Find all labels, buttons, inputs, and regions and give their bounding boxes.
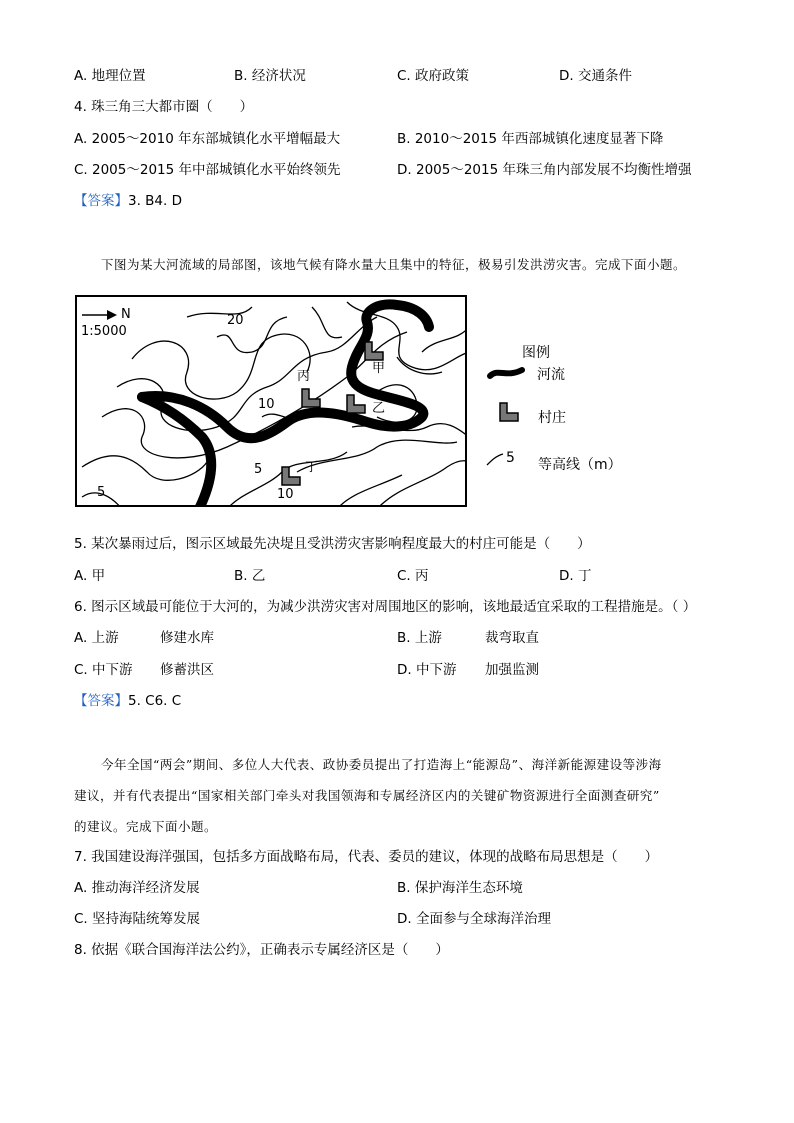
contour-map xyxy=(75,295,467,507)
village-yi-marker xyxy=(347,395,365,413)
contour-label-5a: 5 xyxy=(254,462,263,477)
answer-text: 5. C6. C xyxy=(128,693,182,709)
village-jia-label: 甲 xyxy=(372,361,386,376)
answer-3-4 xyxy=(74,192,182,210)
legend-village-icon xyxy=(498,402,520,422)
q6-option-d-position: D. 中下游 xyxy=(397,662,457,678)
contour-label-20: 20 xyxy=(227,313,244,328)
village-jia-marker xyxy=(365,342,383,360)
village-ding-marker xyxy=(282,467,300,485)
answer-5-6 xyxy=(74,692,181,710)
passage-ocean-line-3: 的建议。完成下面小题。 xyxy=(74,819,218,834)
q6-stem: 6. 图示区域最可能位于大河的，为减少洪涝灾害对周围地区的影响，该地最适宜采取的工程措施是。（ ） xyxy=(74,599,697,615)
passage-ocean-line-2: 建议，并有代表提出“国家相关部门牵头对我国领海和专属经济区内的关键矿物资源进行全面测查研究” xyxy=(74,788,660,803)
contour-label-5b: 5 xyxy=(97,485,106,500)
river-branch xyxy=(142,397,211,507)
contour-label-10b: 10 xyxy=(277,487,294,502)
q6-option-b-position: B. 上游 xyxy=(397,630,442,646)
q6-option-c-position: C. 中下游 xyxy=(74,662,133,678)
village-yi-label: 乙 xyxy=(372,401,386,416)
q7-option-d: D. 全面参与全球海洋治理 xyxy=(397,911,551,927)
q6-option-b-action: 裁弯取直 xyxy=(485,630,539,646)
contour-label-10a: 10 xyxy=(258,397,275,412)
legend-village-label: 村庄 xyxy=(538,410,566,426)
q3-option-d: D. 交通条件 xyxy=(559,68,632,84)
q6-option-c-action: 修蓄洪区 xyxy=(160,662,214,678)
passage-ocean-line-1: 今年全国“两会”期间、多位人大代表、政协委员提出了打造海上“能源岛”、海洋新能源建设等涉海 xyxy=(101,757,662,772)
q6-option-d-action: 加强监测 xyxy=(485,662,539,678)
north-label: N xyxy=(121,307,131,322)
q8-stem: 8. 依据《联合国海洋法公约》，正确表示专属经济区是（ ） xyxy=(74,942,449,958)
answer-tag: 【答案】 xyxy=(74,693,128,709)
q5-option-c: C. 丙 xyxy=(397,568,429,584)
legend-contour-label: 等高线（m） xyxy=(538,457,622,473)
q7-option-c: C. 坚持海陆统筹发展 xyxy=(74,911,201,927)
legend-river-icon xyxy=(486,364,526,382)
q5-option-b: B. 乙 xyxy=(234,568,266,584)
scale-label: 1:5000 xyxy=(81,324,127,339)
q3-option-b: B. 经济状况 xyxy=(234,68,306,84)
answer-tag: 【答案】 xyxy=(74,193,128,209)
village-ding-label: 丁 xyxy=(305,460,319,475)
q6-option-a-action: 修建水库 xyxy=(160,630,214,646)
legend-title: 图例 xyxy=(522,345,550,361)
q3-option-a: A. 地理位置 xyxy=(74,68,146,84)
q6-option-a-position: A. 上游 xyxy=(74,630,119,646)
passage-river-basin: 下图为某大河流域的局部图，该地气候有降水量大且集中的特征，极易引发洪涝灾害。完成下面小题。 xyxy=(101,257,687,272)
q5-stem: 5. 某次暴雨过后，图示区域最先决堤且受洪涝灾害影响程度最大的村庄可能是（ ） xyxy=(74,536,591,552)
legend-contour-icon xyxy=(484,452,506,468)
q7-option-a: A. 推动海洋经济发展 xyxy=(74,880,200,896)
q4-option-a: A. 2005～2010 年东部城镇化水平增幅最大 xyxy=(74,131,341,147)
q7-option-b: B. 保护海洋生态环境 xyxy=(397,880,523,896)
q4-stem: 4. 珠三角三大都市圈（ ） xyxy=(74,99,254,115)
answer-text: 3. B4. D xyxy=(128,193,182,209)
q4-option-d: D. 2005～2015 年珠三角内部发展不均衡性增强 xyxy=(397,162,692,178)
q5-option-d: D. 丁 xyxy=(559,568,592,584)
legend-river-label: 河流 xyxy=(537,367,565,383)
q4-option-c: C. 2005～2015 年中部城镇化水平始终领先 xyxy=(74,162,341,178)
village-bing-label: 丙 xyxy=(297,369,311,384)
q3-option-c: C. 政府政策 xyxy=(397,68,470,84)
legend-contour-value: 5 xyxy=(506,450,515,466)
q4-option-b: B. 2010～2015 年西部城镇化速度显著下降 xyxy=(397,131,664,147)
q7-stem: 7. 我国建设海洋强国，包括多方面战略布局，代表、委员的建议，体现的战略布局思想是（ ） xyxy=(74,849,659,865)
q5-option-a: A. 甲 xyxy=(74,568,106,584)
north-arrow-icon xyxy=(107,310,117,320)
